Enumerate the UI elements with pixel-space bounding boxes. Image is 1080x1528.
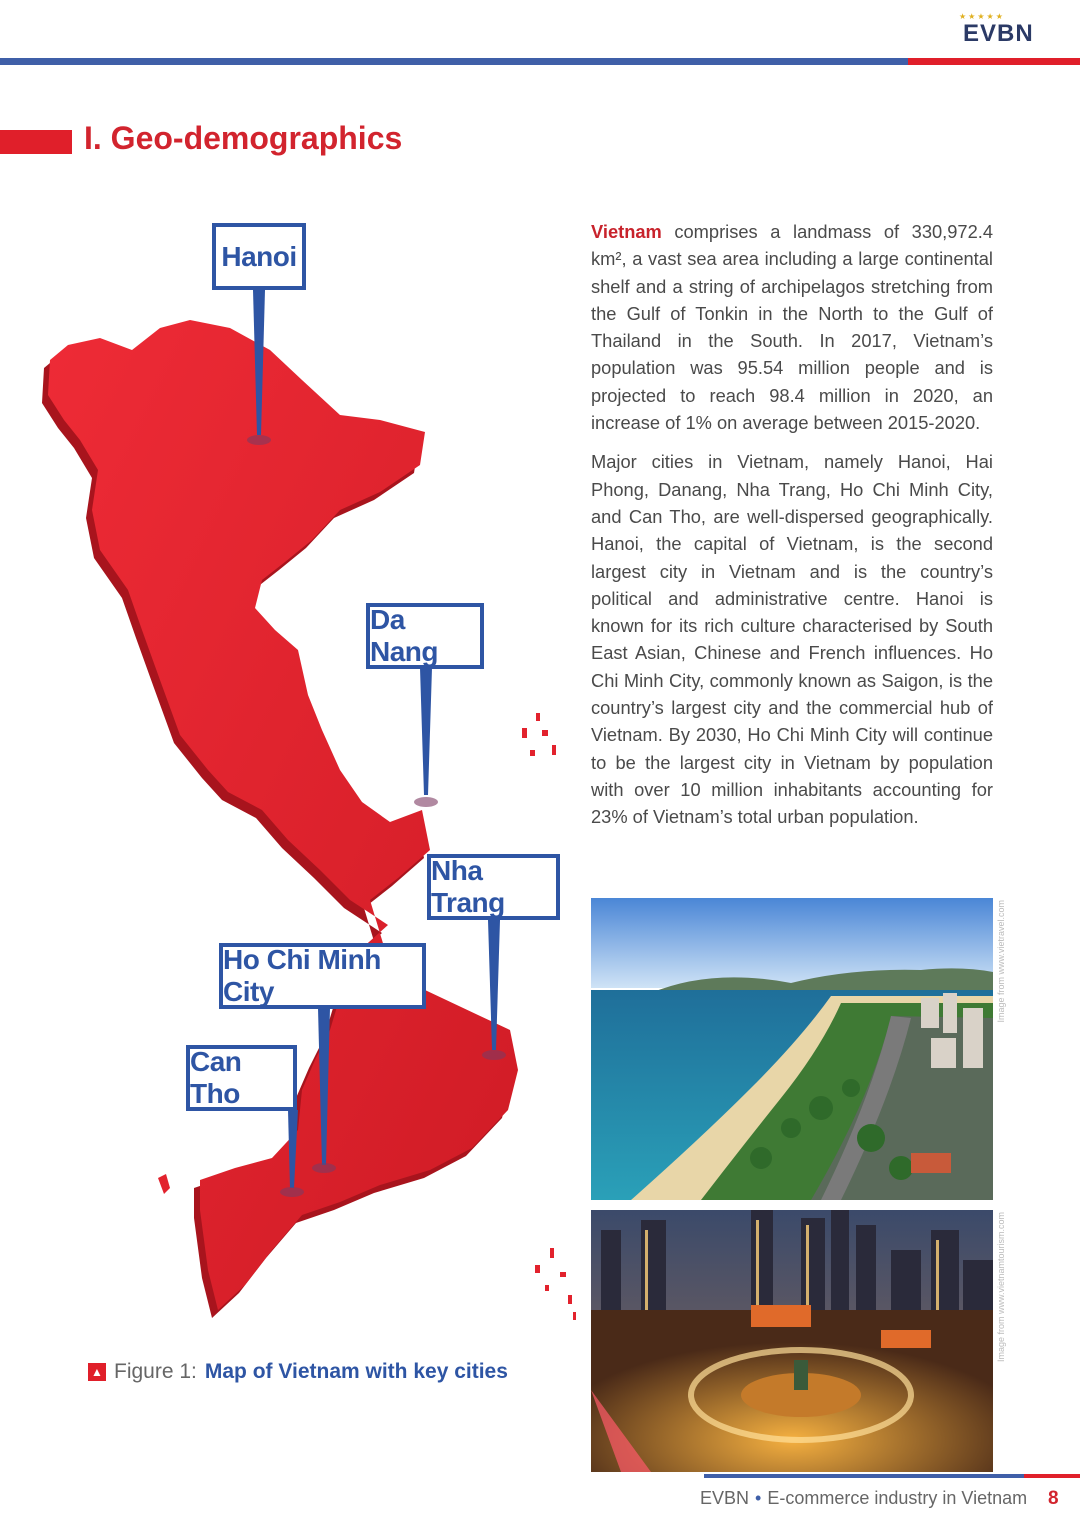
footer-text [700,1488,1027,1509]
figure-caption [88,1360,508,1384]
footer-rule-red [1024,1474,1080,1478]
chevron-up-icon: ▲ [88,1363,106,1381]
beach-photo [591,898,993,1200]
footer-org: EVBN [700,1488,750,1508]
city-night-photo [591,1210,993,1472]
photo-credit-2: Image from www.vietnamtourism.com [996,1212,1006,1363]
paragraph-2: Major cities in Vietnam, namely Hanoi, Hai Phong, Danang, Nha Trang, Ho Chi Minh City, and Can Tho, are well-dispersed geographically. Hanoi, the capital of Vietnam, is the second largest city in Vietnam and is the country’s political and administrative centre. Hanoi is known for its rich culture characterised by South East Asian, Chinese and French influences. Ho Chi Minh City, commonly known as Saigon, is the country’s largest city and the commercial hub of Vietnam. By 2030, Ho Chi Minh City will continue to be the largest city in Vietnam by population with over 10 million inhabitants accounting for 23% of Vietnam’s total urban population. [591,451,993,828]
section-title: I. Geo-demographics [84,120,403,156]
logo-stars-icon: ★★★★★ [959,12,1005,21]
logo-text: EVBN [963,20,1034,47]
caption-title: Map of Vietnam with key cities [204,1360,508,1383]
spratly-islands [535,1248,576,1320]
vietnam-map [40,210,580,1340]
city-label-cantho: Can Tho [186,1045,297,1111]
paragraph-1-text: comprises a landmass of 330,972.4 km², a vast sea area including a large continental shelf and a string of archipelagos stretching from the Gulf of Tonkin in the North to the Gulf of Thailand in the South. In 2017, Vietnam’s population was 95.54 million people and is projected to reach 98.4 million in 2020, an increase of 1% on average between 2015-2020. [591,221,993,434]
footer-rule-blue [704,1474,1024,1478]
photo-credit-1: Image from www.vietravel.com [996,900,1006,1023]
body-text [591,218,993,843]
header-rule-blue [0,58,908,65]
header-rule-red [908,58,1080,65]
city-label-danang: Da Nang [366,603,484,669]
footer-separator: • [755,1488,762,1508]
city-label-hcmc: Ho Chi Minh City [219,943,426,1009]
page-number: 8 [1048,1488,1059,1509]
map-island [158,1174,170,1194]
city-label-hanoi: Hanoi [212,223,306,290]
evbn-logo [955,12,1035,52]
footer-doc-title: E-commerce industry in Vietnam [767,1488,1028,1508]
caption-prefix: Figure 1: [114,1360,197,1383]
heading-accent-bar [0,130,72,154]
city-label-nhatrang: Nha Trang [427,854,560,920]
paragraph-1 [591,218,993,436]
lead-word: Vietnam [591,221,662,242]
paracel-islands [522,713,556,756]
